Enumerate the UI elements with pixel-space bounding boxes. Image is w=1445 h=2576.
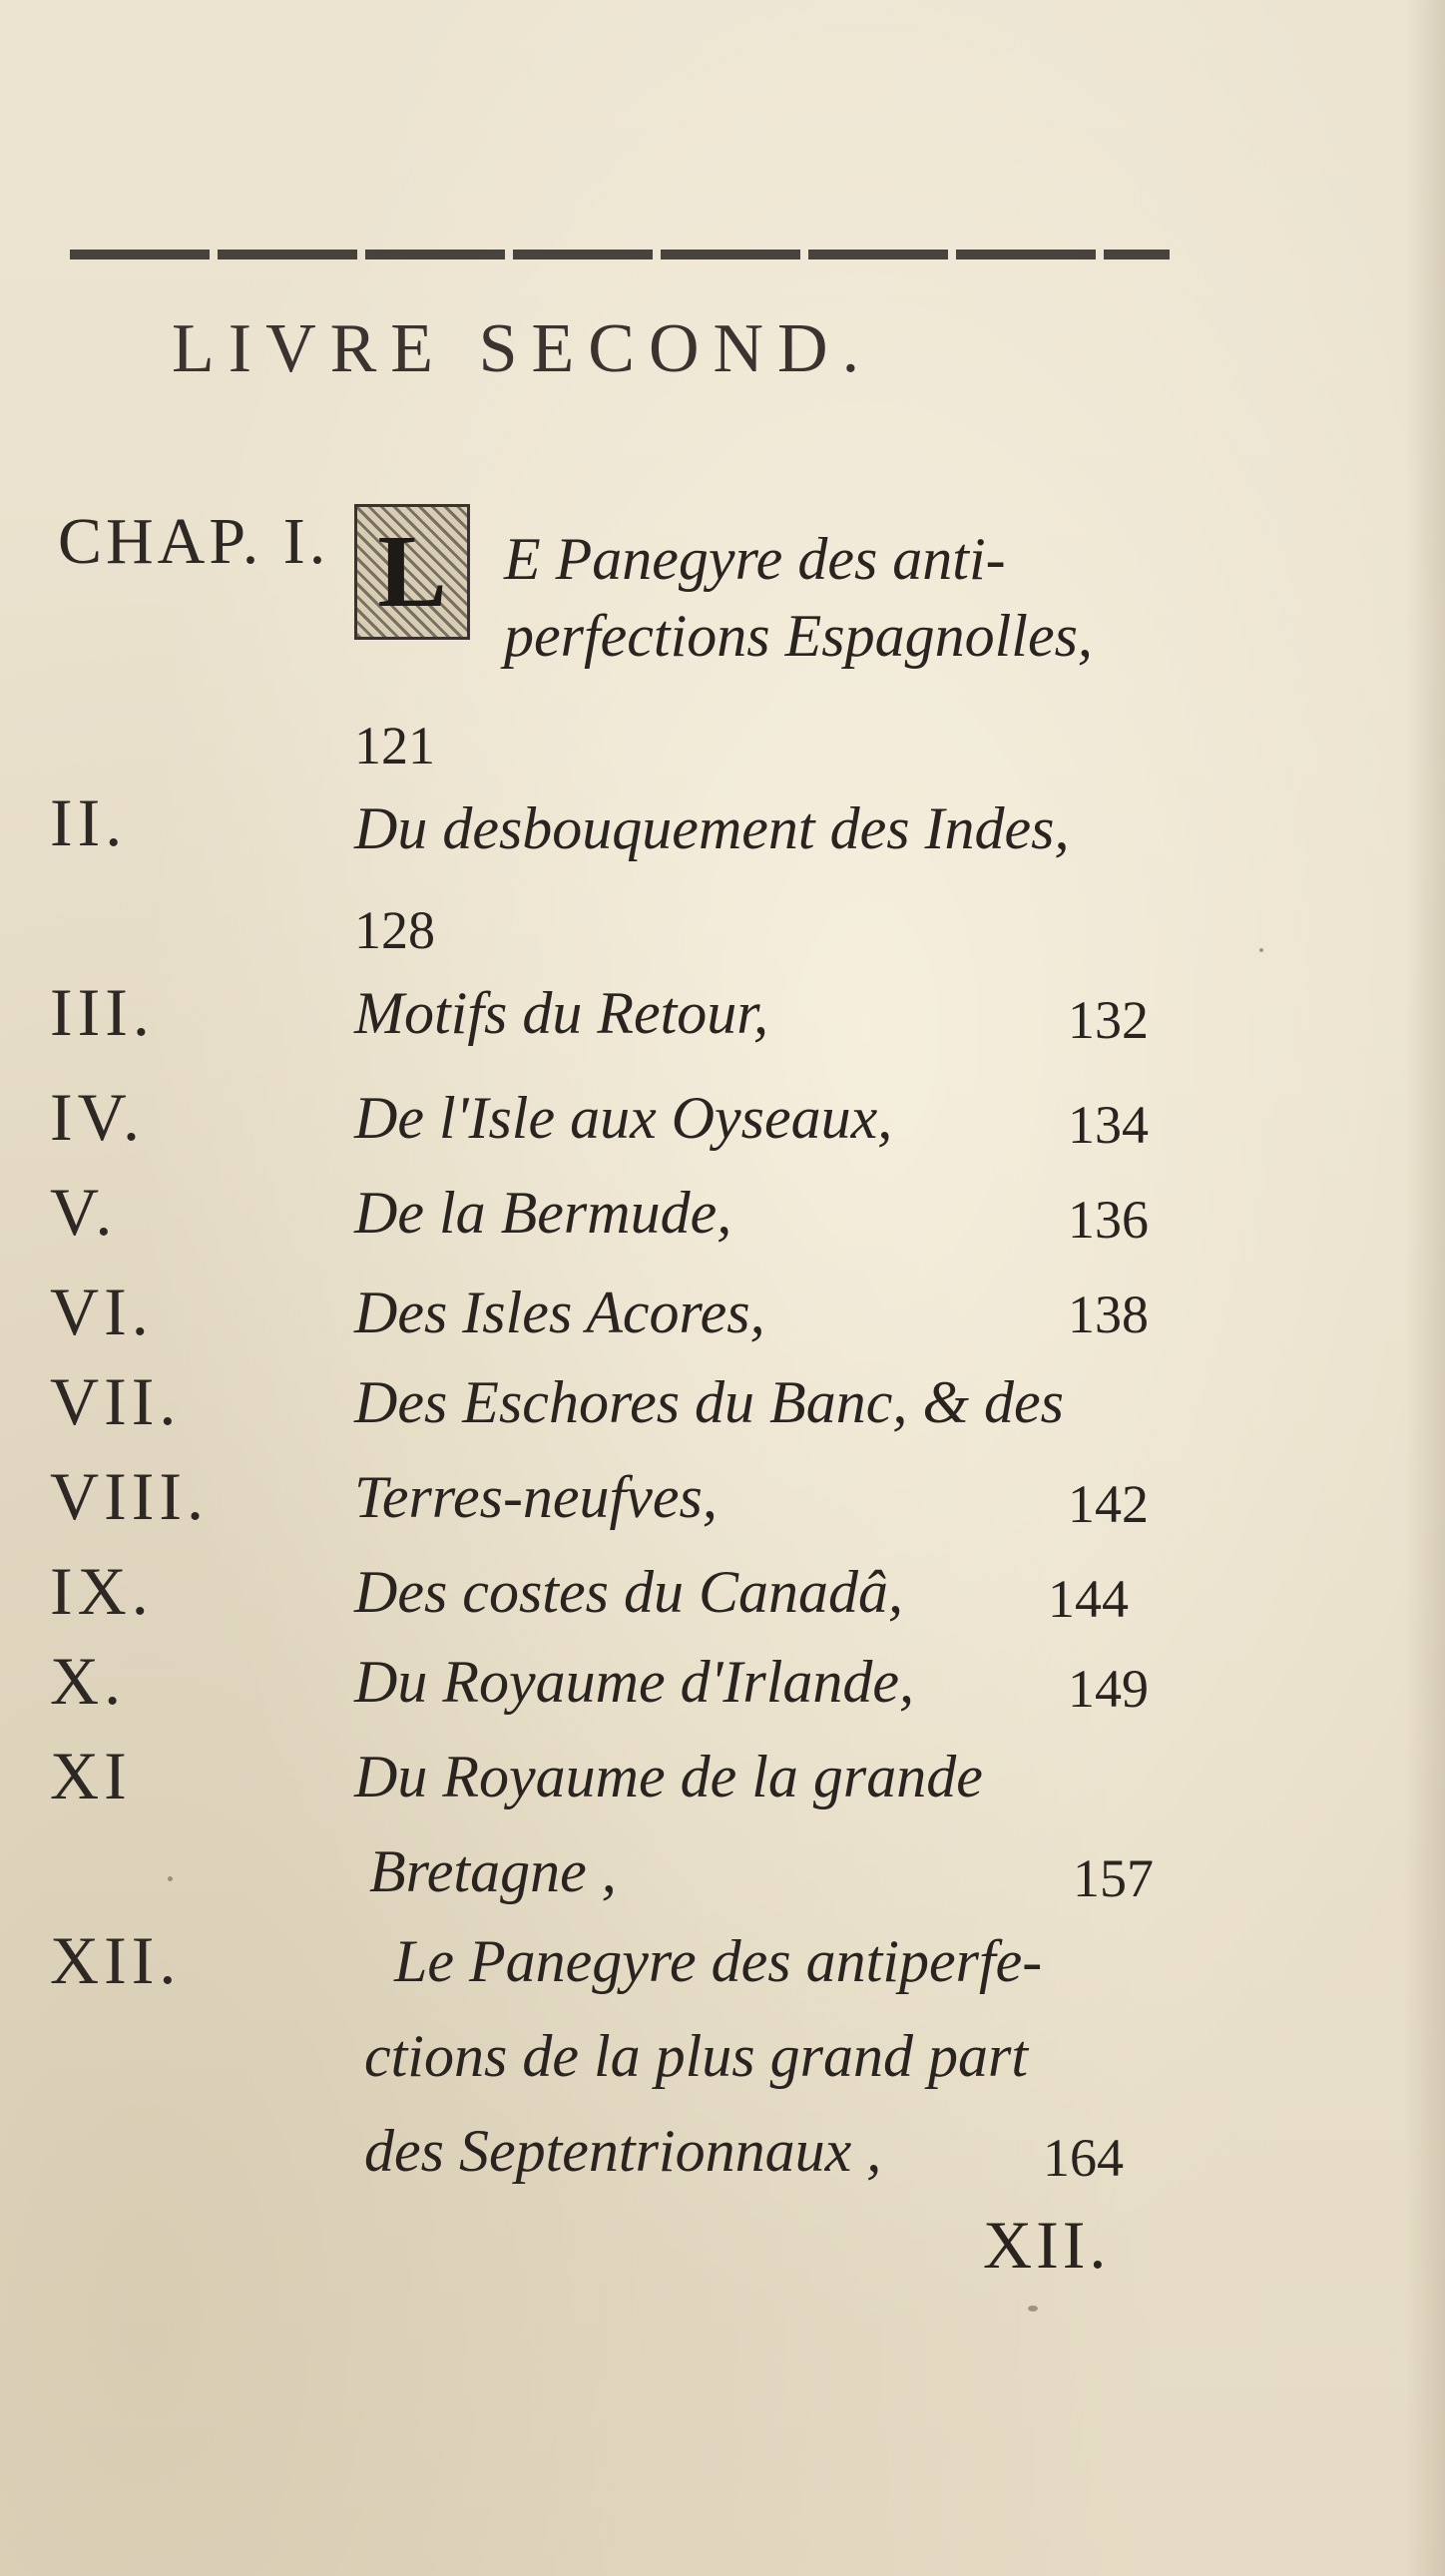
chapter-page: 164 xyxy=(1043,2128,1124,2188)
paper-speck xyxy=(1028,2306,1038,2312)
chapter-number: IX. xyxy=(50,1553,154,1629)
chapter-title: De la Bermude, xyxy=(354,1180,732,1246)
drop-cap-initial: L xyxy=(354,504,470,640)
chapter-label: CHAP. I. xyxy=(58,505,330,578)
chapter-page: 149 xyxy=(1068,1659,1149,1719)
chapter-page: 128 xyxy=(354,900,435,960)
paper-speck xyxy=(168,1876,173,1881)
chapter-number: VII. xyxy=(50,1363,182,1439)
chapter-title-line-2: ctions de la plus grand part xyxy=(364,2023,1029,2089)
paper-speck xyxy=(1259,948,1263,952)
chapter-number: V. xyxy=(50,1174,118,1250)
chapter-page: 144 xyxy=(1048,1569,1129,1629)
chapter-number: II. xyxy=(50,784,128,860)
chapter-page: 132 xyxy=(1068,990,1149,1050)
chapter-title-line-1: Du Royaume de la grande xyxy=(354,1744,983,1809)
chapter-page: 136 xyxy=(1068,1190,1149,1250)
chapter-number: III. xyxy=(50,974,155,1050)
ornamental-rule xyxy=(70,250,1170,259)
chapter-title: Des costes du Canadâ, xyxy=(354,1559,903,1625)
chapter-title: Motifs du Retour, xyxy=(354,980,768,1046)
chapter-page: 142 xyxy=(1068,1474,1149,1534)
catchword: XII. xyxy=(983,2207,1111,2283)
chapter-title-line-3: des Septentrionnaux , xyxy=(364,2118,882,2184)
chapter-title-line-2: Bretagne , xyxy=(369,1838,617,1904)
chapter-number: X. xyxy=(50,1643,127,1719)
chapter-title: Du desbouquement des Indes, xyxy=(354,795,1070,861)
chapter-number: IV. xyxy=(50,1079,145,1155)
chapter-number: VI. xyxy=(50,1274,154,1349)
chapter-title: Des Eschores du Banc, & des xyxy=(354,1369,1064,1435)
chapter-page: 134 xyxy=(1068,1095,1149,1155)
chapter-title-line-1: Le Panegyre des antiperfe- xyxy=(394,1928,1043,1994)
chapter-title: Du Royaume d'Irlande, xyxy=(354,1649,915,1715)
chapter-page: 157 xyxy=(1073,1848,1154,1908)
chapter-number: VIII. xyxy=(50,1458,210,1534)
chapter-title: Des Isles Acores, xyxy=(354,1280,765,1345)
page-edge-shadow xyxy=(1405,0,1445,2576)
chapter-number: XI xyxy=(50,1738,132,1813)
chapter-1-page: 121 xyxy=(354,716,435,775)
chapter-1-title-line-1: E Panegyre des anti- xyxy=(504,526,1006,592)
page-title: LIVRE SECOND. xyxy=(172,310,874,387)
chapter-title: De l'Isle aux Oyseaux, xyxy=(354,1085,893,1151)
chapter-1-title-line-2: perfections Espagnolles, xyxy=(504,603,1093,669)
chapter-number: XII. xyxy=(50,1922,182,1998)
chapter-page: 138 xyxy=(1068,1285,1149,1344)
chapter-title: Terres-neufves, xyxy=(354,1464,718,1530)
